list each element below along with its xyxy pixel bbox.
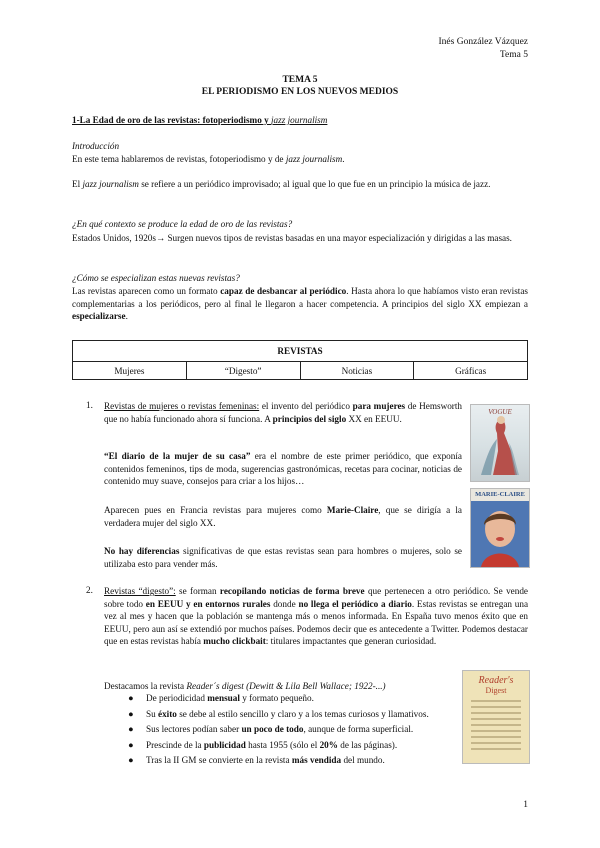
page-number: 1 <box>523 800 528 810</box>
item-2-t5: : titulares impactantes que generan curiosidad. <box>265 636 437 646</box>
bullet-1-b: mensual <box>207 693 240 703</box>
bullet-2-b: éxito <box>158 708 177 719</box>
item-1-p3-t1: Aparecen pues en Francia revistas para mujeres como <box>104 505 327 515</box>
item-1-t1: el invento del periódico <box>259 401 353 411</box>
question-2-text <box>72 285 528 323</box>
bullet-1-a: De periodicidad <box>146 693 208 703</box>
table-col-graficas: Gráficas <box>414 362 528 380</box>
bullet-2-a: Su <box>146 708 159 719</box>
bullet-item <box>128 754 454 767</box>
q2-bold-1: capaz de desbancar al periódico <box>220 286 347 296</box>
item-2-t3: donde <box>270 598 299 609</box>
item-1-p4-text: significativas de que estas revistas sean para hombres o mujeres, solo se utilizaba esto para vender más. <box>104 546 462 569</box>
q2-text-3: . <box>125 311 128 321</box>
q2-bold-2: especializarse <box>72 311 126 321</box>
header-topic: Tema 5 <box>499 50 528 60</box>
item-1-paragraph-2 <box>104 450 462 488</box>
intro-paragraph-1 <box>72 153 528 166</box>
bullet-item <box>128 692 454 705</box>
bullet-list <box>128 692 454 767</box>
vogue-cover-illustration <box>471 405 529 481</box>
magazine-cover-image-3 <box>462 670 530 764</box>
bullet-item <box>128 739 454 752</box>
item-1-t2: de Hemsworth que no había funcionado ahora sí funciona. A <box>104 401 463 424</box>
cover-2-title: MARIE-CLAIRE <box>475 491 525 498</box>
question-1-text: Estados Unidos, 1920s→ Surgen nuevos tipos de revistas basadas en una mayor especialización y dirigidas a las masas. <box>72 233 512 243</box>
bullet-3-a: Sus lectores podían saber <box>146 724 242 734</box>
item-2-paragraph <box>104 585 528 648</box>
bullet-2-c: se debe al estilo sencillo y claro y a los temas curiosos y llamativos. <box>176 708 429 719</box>
intro-p1-end: . <box>342 154 345 164</box>
item-1-number: 1. <box>86 400 93 410</box>
item-1-p2-text: era el nombre de este primer periódico, que exponía contenidos femeninos, tips de moda, sugerencias gastronómicas, recetas para cocinar, noticias de contenido muy suave, consejos para criar a los hijos… <box>104 451 462 486</box>
item-2-t1: se forman <box>175 586 220 596</box>
bullet-dot: ● <box>128 693 134 703</box>
intro-paragraph-2 <box>72 178 528 191</box>
title-line2: EL PERIODISMO EN LOS NUEVOS MEDIOS <box>201 87 399 97</box>
section-heading-main: 1-La Edad de oro de las revistas: fotoperiodismo y <box>72 115 271 125</box>
bullet-5-c: del mundo. <box>341 755 385 765</box>
item-2-t4: . Estas revistas se entregan una vez al mes y hacen que la población se mantenga más o menos informada. En España tuvo menos éxito que en EEUU, pero aun así se extendió por muchos países. Podemos decir que es antecedente a Twitter. Podemos destacar que en estas revistas había <box>104 598 529 646</box>
item-1-b1: para mujeres <box>352 401 406 411</box>
intro-p2-italic: jazz journalism <box>82 179 139 189</box>
bullet-5-b: más vendida <box>291 755 342 765</box>
bullet-dot: ● <box>128 708 134 719</box>
item-1-p4-bold: No hay diferencias <box>104 546 180 556</box>
bullet-4-c: hasta 1955 (sólo el <box>245 739 320 750</box>
item-2-heading: Revistas “digesto”: <box>104 586 176 596</box>
bullet-4-a: Prescinde de la <box>146 739 204 750</box>
item-1-heading: Revistas de mujeres o revistas femeninas: <box>104 401 260 411</box>
header-author: Inés González Vázquez <box>438 37 528 47</box>
table-col-noticias: Noticias <box>300 362 414 380</box>
magazine-cover-image-2 <box>470 488 530 568</box>
intro-p1-text: En este tema hablaremos de revistas, fotoperiodismo y de <box>72 154 286 164</box>
bullet-4-b: publicidad <box>203 739 246 750</box>
intro-p2-text: El <box>72 179 83 189</box>
item-2-b3: no llega el periódico a diario <box>298 598 412 609</box>
intro-p2-rest: se refiere a un periódico improvisado; al igual que lo que fue en un principio la música de jazz. <box>138 179 491 189</box>
bullet-1-c: y formato pequeño. <box>239 693 314 703</box>
cover-3-title-a: Reader's <box>478 675 514 686</box>
item-2-b1: recopilando noticias de forma breve <box>219 586 365 596</box>
bullet-5-a: Tras la II GM se convierte en la revista <box>146 755 292 765</box>
bullet-dot: ● <box>128 755 134 765</box>
item-1-paragraph-1 <box>104 400 462 425</box>
item-1-paragraph-4 <box>104 545 462 570</box>
item-1-b2: principios del siglo <box>272 413 347 424</box>
magazine-cover-image-1 <box>470 404 530 482</box>
bullet-dot: ● <box>128 724 134 734</box>
revistas-table <box>72 340 528 380</box>
item-2-b2: en EEUU y en entornos rurales <box>145 598 271 609</box>
bullet-item <box>128 723 454 736</box>
table-title: REVISTAS <box>73 341 528 362</box>
section-heading <box>72 114 528 127</box>
q2-text-2: . Hasta ahora lo que habíamos visto eran revistas complementarias a los periódicos, pero al final le llegaron a hacer competencia. A principios del siglo XX empiezan a <box>72 286 528 309</box>
item-1-p2-bold: “El diario de la mujer de su casa” <box>104 451 251 461</box>
intro-p1-italic: jazz journalism <box>285 154 343 164</box>
item-1-p3-t2: , que se dirigía a la verdadera mujer del siglo XX. <box>104 505 462 528</box>
item-2-b4: mucho clickbait <box>203 636 266 646</box>
bullet-item <box>128 708 454 721</box>
readers-digest-text: Destacamos la revista <box>104 681 187 691</box>
cover-3-title-b: Digest <box>485 686 507 695</box>
item-2-number: 2. <box>86 585 93 595</box>
marie-claire-portrait <box>471 489 529 567</box>
table-col-digesto: “Digesto” <box>186 362 300 380</box>
title-line1: TEMA 5 <box>282 75 318 85</box>
question-1-label: ¿En qué contexto se produce la edad de oro de las revistas? <box>72 219 293 229</box>
item-1-p3-bold: Marie-Claire <box>326 505 379 515</box>
readers-digest-intro <box>104 680 464 693</box>
readers-digest-italic: Reader´s digest (Dewitt & Lila Bell Wallace; 1922-...) <box>186 681 386 691</box>
q2-text-1: Las revistas aparecen como un formato <box>72 286 221 296</box>
table-col-mujeres: Mujeres <box>73 362 187 380</box>
bullet-3-b: un poco de todo <box>241 724 304 734</box>
question-2-label: ¿Cómo se especializan estas nuevas revistas? <box>72 273 240 283</box>
intro-label: Introducción <box>72 141 120 151</box>
bullet-4-d: 20% <box>319 739 338 750</box>
section-heading-italic: jazz journalism <box>270 115 328 125</box>
item-2-t2: que pertenecen a otro periódico. Se vende sobre todo <box>104 586 528 609</box>
item-1-paragraph-3 <box>104 504 462 529</box>
item-1-t3: XX en EEUU. <box>346 413 402 424</box>
bullet-3-c: , aunque de forma superficial. <box>303 724 414 734</box>
bullet-dot: ● <box>128 739 134 750</box>
bullet-4-e: de las páginas). <box>337 739 398 750</box>
cover-1-title: VOGUE <box>488 408 512 416</box>
